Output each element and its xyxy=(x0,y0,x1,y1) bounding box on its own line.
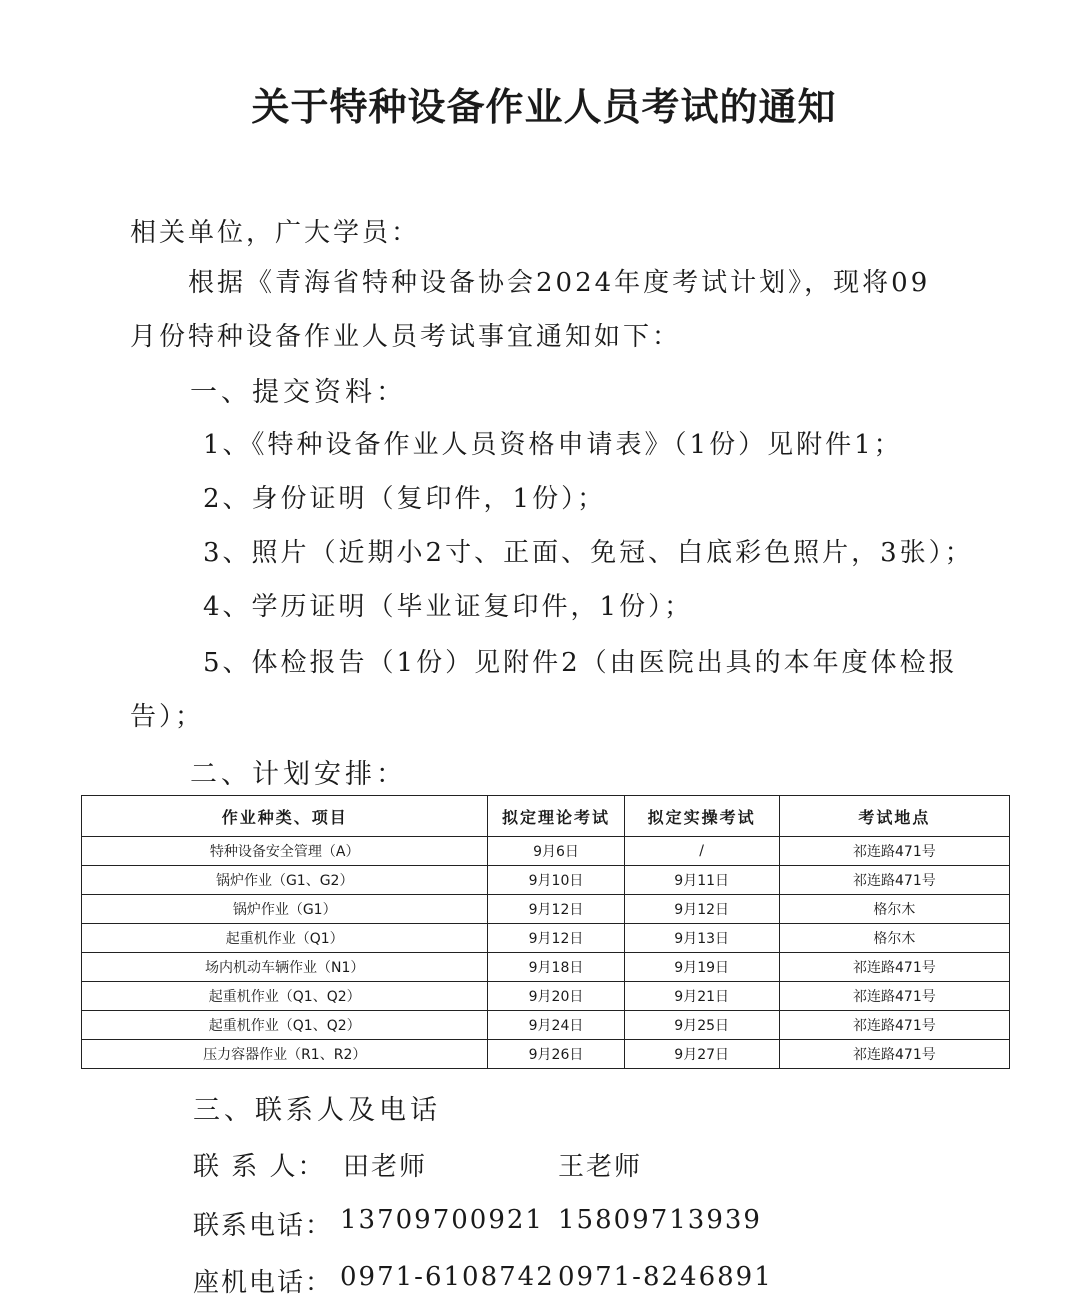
cell-theory-date: 9月24日 xyxy=(488,1011,624,1040)
cell-theory-date: 9月10日 xyxy=(488,866,624,895)
contact-person-1: 田老师 xyxy=(343,1152,428,1182)
material-item-4: 4、学历证明（毕业证复印件，1份）； xyxy=(203,592,694,622)
cell-practical-date: / xyxy=(624,837,779,866)
table-row xyxy=(82,924,1010,953)
cell-category: 压力容器作业（R1、R2） xyxy=(82,1040,488,1069)
table-row xyxy=(82,982,1010,1011)
section-heading-schedule: 二、计划安排： xyxy=(190,759,407,790)
cell-category: 锅炉作业（G1、G2） xyxy=(82,866,488,895)
cell-practical-date: 9月11日 xyxy=(624,866,779,895)
table-row xyxy=(82,895,1010,924)
table-row xyxy=(82,1040,1010,1069)
material-item-5-continued: 告）； xyxy=(130,702,205,732)
cell-theory-date: 9月12日 xyxy=(488,895,624,924)
table-header-row xyxy=(82,796,1010,837)
cell-category: 起重机作业（Q1） xyxy=(82,924,488,953)
cell-theory-date: 9月6日 xyxy=(488,837,624,866)
cell-theory-date: 9月26日 xyxy=(488,1040,624,1069)
table-row xyxy=(82,953,1010,982)
cell-practical-date: 9月13日 xyxy=(624,924,779,953)
cell-location: 祁连路471号 xyxy=(779,982,1009,1011)
material-item-1: 1、《特种设备作业人员资格申请表》（1份）见附件1； xyxy=(203,430,903,460)
header-exam-location: 考试地点 xyxy=(779,796,1009,837)
cell-practical-date: 9月19日 xyxy=(624,953,779,982)
cell-location: 祁连路471号 xyxy=(779,866,1009,895)
cell-location: 格尔木 xyxy=(779,924,1009,953)
cell-practical-date: 9月25日 xyxy=(624,1011,779,1040)
material-item-2: 2、身份证明（复印件，1份）； xyxy=(203,484,607,514)
cell-category: 特种设备安全管理（A） xyxy=(82,837,488,866)
section-heading-materials: 一、提交资料： xyxy=(190,377,407,408)
phone-number-2: 15809713939 xyxy=(558,1205,762,1235)
table-row xyxy=(82,866,1010,895)
landline-label: 座机电话： xyxy=(193,1268,334,1298)
material-item-3: 3、照片（近期小2寸、正面、免冠、白底彩色照片，3张）； xyxy=(203,538,974,568)
contact-person-label: 联 系 人： xyxy=(193,1152,326,1182)
cell-location: 格尔木 xyxy=(779,895,1009,924)
contact-person-2: 王老师 xyxy=(558,1152,643,1182)
cell-practical-date: 9月12日 xyxy=(624,895,779,924)
table-row xyxy=(82,837,1010,866)
material-item-5: 5、体检报告（1份）见附件2（由医院出具的本年度体检报 xyxy=(203,648,958,678)
cell-location: 祁连路471号 xyxy=(779,837,1009,866)
cell-location: 祁连路471号 xyxy=(779,1040,1009,1069)
intro-line-2: 月份特种设备作业人员考试事宜通知如下： xyxy=(130,322,682,352)
landline-number-1: 0971-6108742 xyxy=(340,1262,555,1292)
cell-category: 锅炉作业（G1） xyxy=(82,895,488,924)
cell-theory-date: 9月18日 xyxy=(488,953,624,982)
page-title: 关于特种设备作业人员考试的通知 xyxy=(251,85,837,129)
cell-location: 祁连路471号 xyxy=(779,1011,1009,1040)
header-practical-exam: 拟定实操考试 xyxy=(624,796,779,837)
section-heading-contacts: 三、联系人及电话 xyxy=(193,1095,441,1126)
cell-practical-date: 9月27日 xyxy=(624,1040,779,1069)
header-theory-exam: 拟定理论考试 xyxy=(488,796,624,837)
cell-category: 起重机作业（Q1、Q2） xyxy=(82,1011,488,1040)
phone-label: 联系电话： xyxy=(193,1211,334,1241)
table-row xyxy=(82,1011,1010,1040)
cell-theory-date: 9月20日 xyxy=(488,982,624,1011)
cell-category: 场内机动车辆作业（N1） xyxy=(82,953,488,982)
intro-line-1: 根据《青海省特种设备协会2024年度考试计划》，现将09 xyxy=(188,268,931,298)
header-category: 作业种类、项目 xyxy=(82,796,488,837)
cell-theory-date: 9月12日 xyxy=(488,924,624,953)
cell-practical-date: 9月21日 xyxy=(624,982,779,1011)
landline-number-2: 0971-8246891 xyxy=(558,1262,773,1292)
cell-location: 祁连路471号 xyxy=(779,953,1009,982)
phone-number-1: 13709700921 xyxy=(340,1205,544,1235)
greeting: 相关单位，广大学员： xyxy=(130,218,421,248)
schedule-table xyxy=(81,795,1010,1069)
cell-category: 起重机作业（Q1、Q2） xyxy=(82,982,488,1011)
